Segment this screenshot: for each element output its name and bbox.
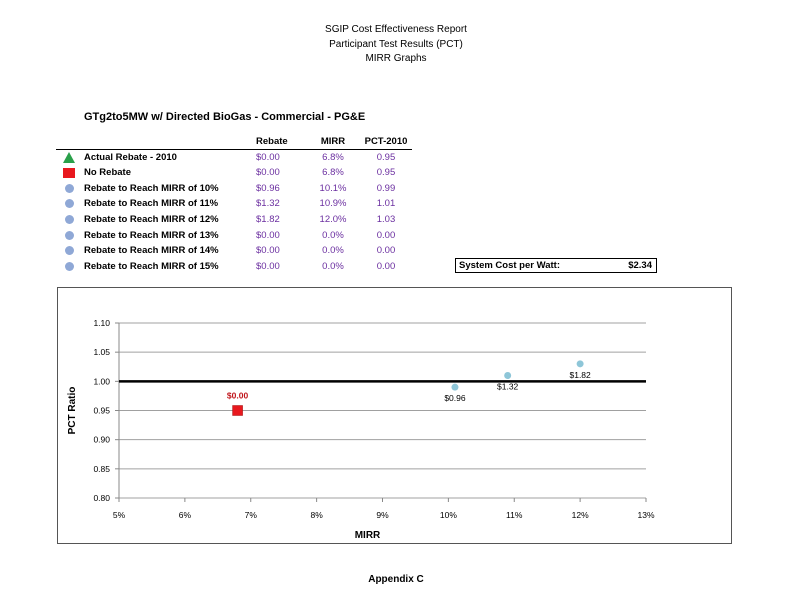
y-tick-label: 1.10 xyxy=(93,318,110,328)
legend-label: Rebate to Reach MIRR of 14% xyxy=(84,245,219,257)
report-section: MIRR Graphs xyxy=(365,53,427,64)
point-label: $0.00 xyxy=(226,390,249,401)
scatter-chart xyxy=(58,288,733,545)
x-tick-label: 7% xyxy=(244,510,257,520)
system-cost-label: System Cost per Watt: xyxy=(459,260,560,271)
rebate-value: $1.32 xyxy=(256,198,280,210)
legend-label: No Rebate xyxy=(84,167,131,179)
y-tick-label: 1.05 xyxy=(93,347,110,358)
mirr-value: 10.1% xyxy=(319,182,347,194)
pct-value: 0.00 xyxy=(376,229,396,241)
pct-value: 0.95 xyxy=(376,151,396,163)
legend-row xyxy=(56,180,412,196)
legend-label: Rebate to Reach MIRR of 15% xyxy=(84,261,219,273)
pct-value: 0.00 xyxy=(376,245,396,257)
green-triangle-icon xyxy=(63,152,75,163)
pct-value: 0.95 xyxy=(376,167,396,179)
y-tick-label: 0.80 xyxy=(93,493,110,503)
blue-circle-icon xyxy=(65,231,74,240)
legend-row xyxy=(56,227,412,243)
mirr-value: 0.0% xyxy=(322,261,344,273)
rebate-value: $0.00 xyxy=(256,167,280,179)
pct-value: 1.03 xyxy=(376,214,396,226)
mirr-value: 0.0% xyxy=(322,229,344,241)
y-tick-label: 0.90 xyxy=(93,434,110,445)
legend-label: Actual Rebate - 2010 xyxy=(84,151,177,163)
system-cost-box xyxy=(455,258,657,273)
x-tick-label: 6% xyxy=(178,510,192,520)
rebate-value: $0.00 xyxy=(256,229,280,241)
col-header-mirr: MIRR xyxy=(306,135,360,149)
report-subtitle: Participant Test Results (PCT) xyxy=(329,38,463,50)
rebate-value: $0.00 xyxy=(256,151,280,163)
legend-table xyxy=(56,135,412,275)
x-tick-label: 9% xyxy=(376,510,389,520)
mirr-value: 6.8% xyxy=(322,167,344,179)
y-tick-label: 0.95 xyxy=(93,405,110,416)
report-title: SGIP Cost Effectiveness Report xyxy=(325,24,467,35)
y-axis-label: PCT Ratio xyxy=(67,386,78,435)
rebate-point-marker xyxy=(451,384,458,391)
rebate-value: $0.96 xyxy=(256,182,280,194)
rebate-value: $0.00 xyxy=(256,245,280,257)
blue-circle-icon xyxy=(65,215,74,224)
mirr-value: 10.9% xyxy=(319,198,347,210)
legend-label: Rebate to Reach MIRR of 12% xyxy=(84,214,219,226)
legend-row xyxy=(56,259,412,275)
y-tick-label: 1.00 xyxy=(93,376,110,387)
mirr-value: 12.0% xyxy=(319,214,347,226)
report-header xyxy=(0,23,792,67)
legend-row xyxy=(56,243,412,259)
col-header-rebate: Rebate xyxy=(256,135,306,149)
pct-value: 1.01 xyxy=(376,198,396,210)
x-tick-label: 11% xyxy=(506,510,523,520)
point-label: $1.82 xyxy=(569,369,591,380)
legend-label: Rebate to Reach MIRR of 11% xyxy=(84,198,219,210)
legend-row xyxy=(56,149,412,165)
blue-circle-icon xyxy=(65,184,74,193)
col-header-pct: PCT-2010 xyxy=(360,135,412,149)
mirr-value: 0.0% xyxy=(322,245,344,257)
footer-appendix: Appendix C xyxy=(368,574,424,585)
point-label: $0.96 xyxy=(444,393,466,404)
x-tick-label: 10% xyxy=(439,510,457,520)
blue-circle-icon xyxy=(65,199,74,208)
x-tick-label: 13% xyxy=(637,510,655,520)
rebate-point-marker xyxy=(577,360,584,367)
pct-value: 0.99 xyxy=(376,182,396,194)
legend-label: Rebate to Reach MIRR of 10% xyxy=(84,182,219,194)
y-tick-label: 0.85 xyxy=(93,463,110,474)
red-square-icon xyxy=(63,168,75,178)
x-tick-label: 8% xyxy=(310,510,323,520)
rebate-value: $1.82 xyxy=(256,214,280,226)
legend-row xyxy=(56,212,412,228)
x-tick-label: 5% xyxy=(112,510,126,520)
chart-frame xyxy=(57,287,732,544)
rebate-value: $0.00 xyxy=(256,261,280,273)
blue-circle-icon xyxy=(65,246,74,255)
legend-row xyxy=(56,196,412,212)
blue-circle-icon xyxy=(65,262,74,271)
x-tick-label: 12% xyxy=(571,510,589,520)
legend-label: Rebate to Reach MIRR of 13% xyxy=(84,229,219,241)
system-cost-value: $2.34 xyxy=(628,260,652,271)
legend-row xyxy=(56,165,412,181)
point-label: $1.32 xyxy=(497,381,519,392)
mirr-value: 6.8% xyxy=(322,151,344,163)
no-rebate-marker xyxy=(233,406,243,416)
pct-value: 0.00 xyxy=(376,261,396,273)
rebate-point-marker xyxy=(504,372,511,379)
x-axis-label: MIRR xyxy=(354,530,381,541)
scenario-title: GTg2to5MW w/ Directed BioGas - Commercial - PG&E xyxy=(84,111,366,123)
